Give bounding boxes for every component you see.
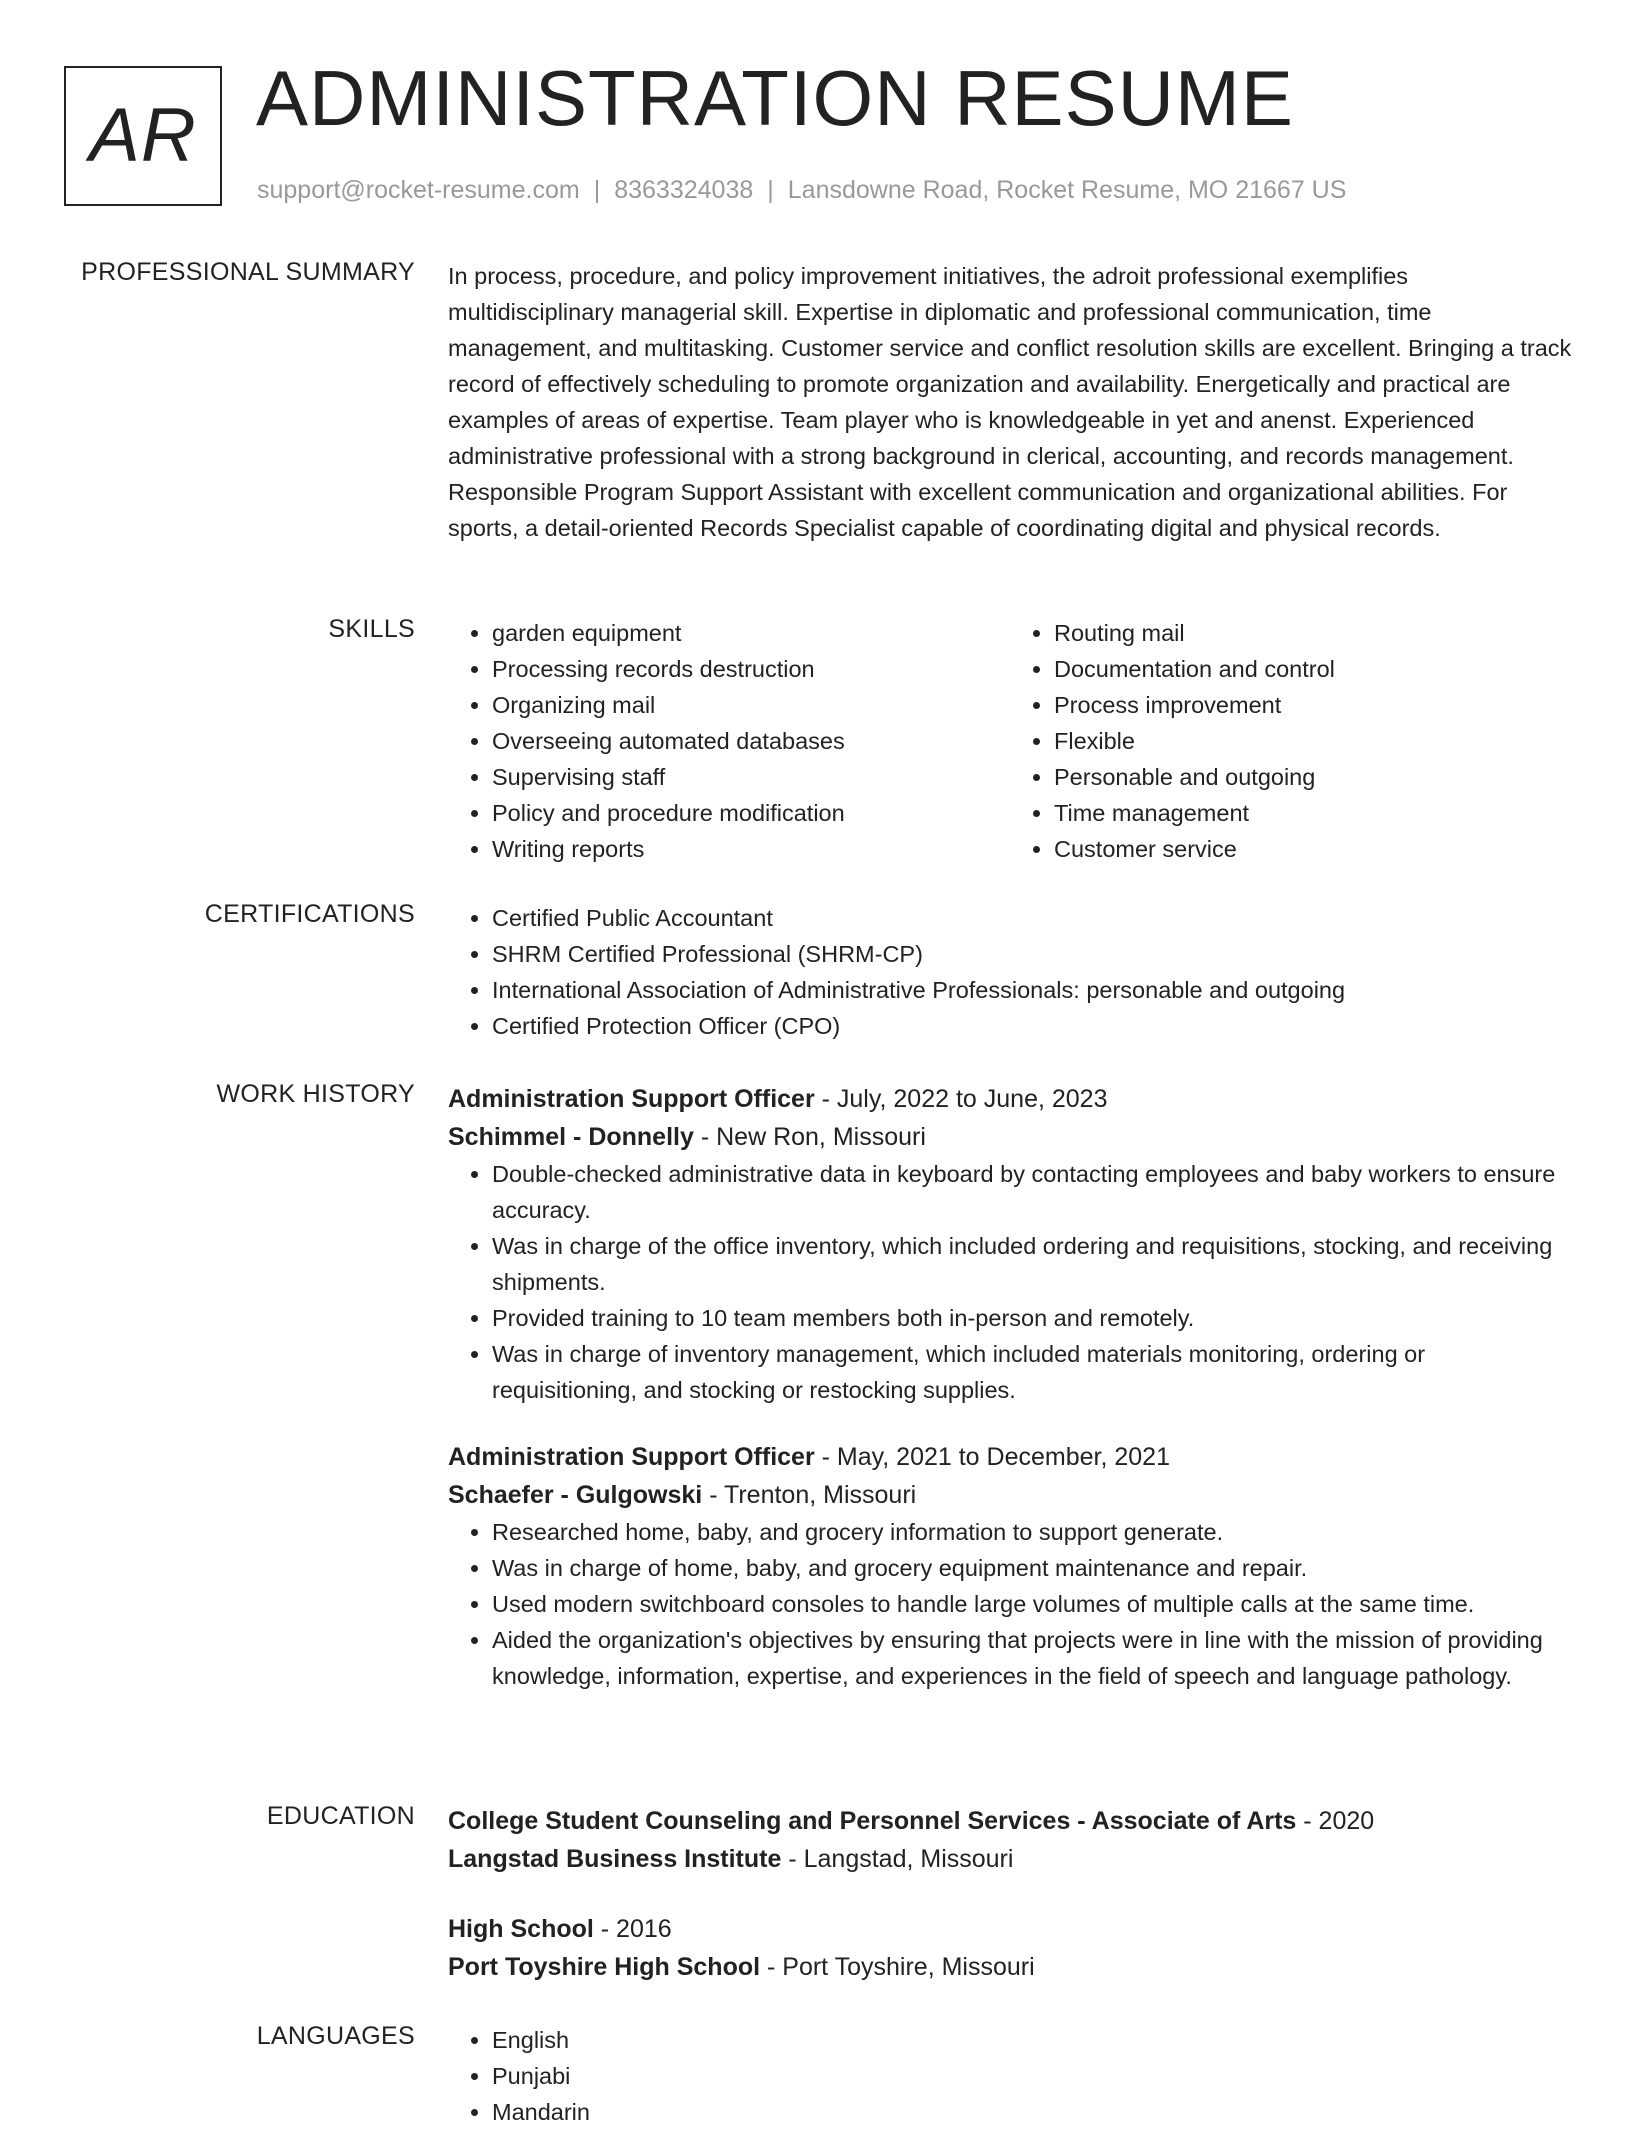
job-duty-item: • Was in charge of the office inventory, which included ordering and requisitions, stocking, and receiving shipments. bbox=[492, 1228, 1572, 1300]
job-duty-item: • Researched home, baby, and grocery information to support generate. bbox=[492, 1514, 1572, 1550]
job-entry bbox=[448, 1080, 1572, 1408]
contact-address: Lansdowne Road, Rocket Resume, MO 21667 US bbox=[787, 176, 1347, 204]
job-title-line bbox=[448, 1438, 1572, 1476]
job-duty-item: • Used modern switchboard consoles to handle large volumes of multiple calls at the same time. bbox=[492, 1586, 1572, 1622]
skill-item: • Processing records destruction bbox=[492, 651, 1010, 687]
contact-phone: 8363324038 bbox=[614, 176, 754, 204]
education-degree-line bbox=[448, 1910, 1572, 1948]
section-label-work-history: WORK HISTORY bbox=[216, 1080, 415, 1108]
education-location: - Port Toyshire, Missouri bbox=[760, 1953, 1035, 1981]
education-location: - Langstad, Missouri bbox=[781, 1845, 1014, 1873]
section-label-education: EDUCATION bbox=[266, 1802, 415, 1830]
certification-item: • Certified Public Accountant bbox=[492, 900, 1572, 936]
job-duties-list bbox=[448, 1156, 1572, 1408]
education-degree: College Student Counseling and Personnel Services - Associate of Arts bbox=[448, 1807, 1297, 1835]
job-dates: - May, 2021 to December, 2021 bbox=[814, 1443, 1170, 1471]
job-duty-item: • Provided training to 10 team members both in-person and remotely. bbox=[492, 1300, 1572, 1336]
contact-separator: | bbox=[767, 176, 774, 204]
job-dates: - July, 2022 to June, 2023 bbox=[814, 1085, 1108, 1113]
certification-item: • Certified Protection Officer (CPO) bbox=[492, 1008, 1572, 1044]
job-company-line bbox=[448, 1476, 1572, 1514]
skill-item: • garden equipment bbox=[492, 615, 1010, 651]
job-title: Administration Support Officer bbox=[448, 1443, 815, 1471]
section-label-certifications: CERTIFICATIONS bbox=[204, 900, 415, 928]
education-year: - 2016 bbox=[593, 1915, 672, 1943]
job-duty-item: • Double-checked administrative data in keyboard by contacting employees and baby workers to ensure accuracy. bbox=[492, 1156, 1572, 1228]
education-school-line bbox=[448, 1948, 1572, 1986]
section-label-skills: SKILLS bbox=[328, 615, 415, 643]
language-item: • Mandarin bbox=[492, 2094, 1572, 2130]
contact-email: support@rocket-resume.com bbox=[257, 176, 580, 204]
skill-item: • Routing mail bbox=[1054, 615, 1572, 651]
job-company: Schaefer - Gulgowski bbox=[448, 1481, 703, 1509]
education-school-line bbox=[448, 1840, 1572, 1878]
education-degree: High School bbox=[448, 1915, 594, 1943]
section-label-languages: LANGUAGES bbox=[256, 2022, 415, 2050]
skills-list-left bbox=[448, 615, 1010, 867]
job-entry bbox=[448, 1438, 1572, 1694]
job-duty-item: • Was in charge of home, baby, and grocery equipment maintenance and repair. bbox=[492, 1550, 1572, 1586]
language-item: • English bbox=[492, 2022, 1572, 2058]
contact-separator: | bbox=[593, 176, 601, 204]
education-school: Port Toyshire High School bbox=[448, 1953, 761, 1981]
languages-list bbox=[448, 2022, 1572, 2130]
skill-item: • Personable and outgoing bbox=[1054, 759, 1572, 795]
job-duty-item: • Was in charge of inventory management, which included materials monitoring, ordering or requisitioning, and stocking or restocking supplies. bbox=[492, 1336, 1572, 1408]
skill-item: • Documentation and control bbox=[1054, 651, 1572, 687]
skill-item: • Writing reports bbox=[492, 831, 1010, 867]
certifications-list bbox=[448, 900, 1572, 1044]
job-location: - Trenton, Missouri bbox=[702, 1481, 917, 1509]
job-company: Schimmel - Donnelly bbox=[448, 1123, 694, 1151]
skill-item: • Flexible bbox=[1054, 723, 1572, 759]
job-location: - New Ron, Missouri bbox=[693, 1123, 926, 1151]
skill-item: • Organizing mail bbox=[492, 687, 1010, 723]
contact-line bbox=[257, 176, 1346, 205]
education-degree-line bbox=[448, 1802, 1572, 1840]
job-title: Administration Support Officer bbox=[448, 1085, 815, 1113]
job-title-line bbox=[448, 1080, 1572, 1118]
skill-item: • Overseeing automated databases bbox=[492, 723, 1010, 759]
certification-item: • International Association of Administrative Professionals: personable and outgoing bbox=[492, 972, 1572, 1008]
certification-item: • SHRM Certified Professional (SHRM-CP) bbox=[492, 936, 1572, 972]
skill-item: • Process improvement bbox=[1054, 687, 1572, 723]
language-item: • Punjabi bbox=[492, 2058, 1572, 2094]
section-label-summary: PROFESSIONAL SUMMARY bbox=[81, 258, 415, 286]
monogram-initials: AR bbox=[89, 93, 197, 178]
summary-text: In process, procedure, and policy improvement initiatives, the adroit professional exemplifies multidisciplinary managerial skill. Expertise in diplomatic and professional communication, time management, and multitasking. Customer service and conflict resolution skills are excellent. Bringing a track record of effectively scheduling to promote organization and availability. Energetically and practical are examples of areas of expertise. Team player who is knowledgeable in yet and anenst. Experienced administrative professional with a strong background in clerical, accounting, and records management. Responsible Program Support Assistant with excellent communication and organizational abilities. For sports, a detail-oriented Records Specialist capable of coordinating digital and physical records. bbox=[448, 263, 1572, 541]
resume-title: ADMINISTRATION RESUME bbox=[256, 54, 1294, 142]
education-entry bbox=[448, 1910, 1572, 1986]
skills-list-right bbox=[1010, 615, 1572, 867]
skill-item: • Time management bbox=[1054, 795, 1572, 831]
job-duty-item: • Aided the organization's objectives by ensuring that projects were in line with the mission of providing knowledge, information, expertise, and experiences in the field of speech and language pathology. bbox=[492, 1622, 1572, 1694]
job-duties-list bbox=[448, 1514, 1572, 1694]
education-year: - 2020 bbox=[1296, 1807, 1375, 1835]
job-company-line bbox=[448, 1118, 1572, 1156]
skill-item: • Customer service bbox=[1054, 831, 1572, 867]
monogram-box bbox=[64, 66, 222, 206]
education-entry bbox=[448, 1802, 1572, 1878]
education-school: Langstad Business Institute bbox=[448, 1845, 782, 1873]
skill-item: • Supervising staff bbox=[492, 759, 1010, 795]
skill-item: • Policy and procedure modification bbox=[492, 795, 1010, 831]
